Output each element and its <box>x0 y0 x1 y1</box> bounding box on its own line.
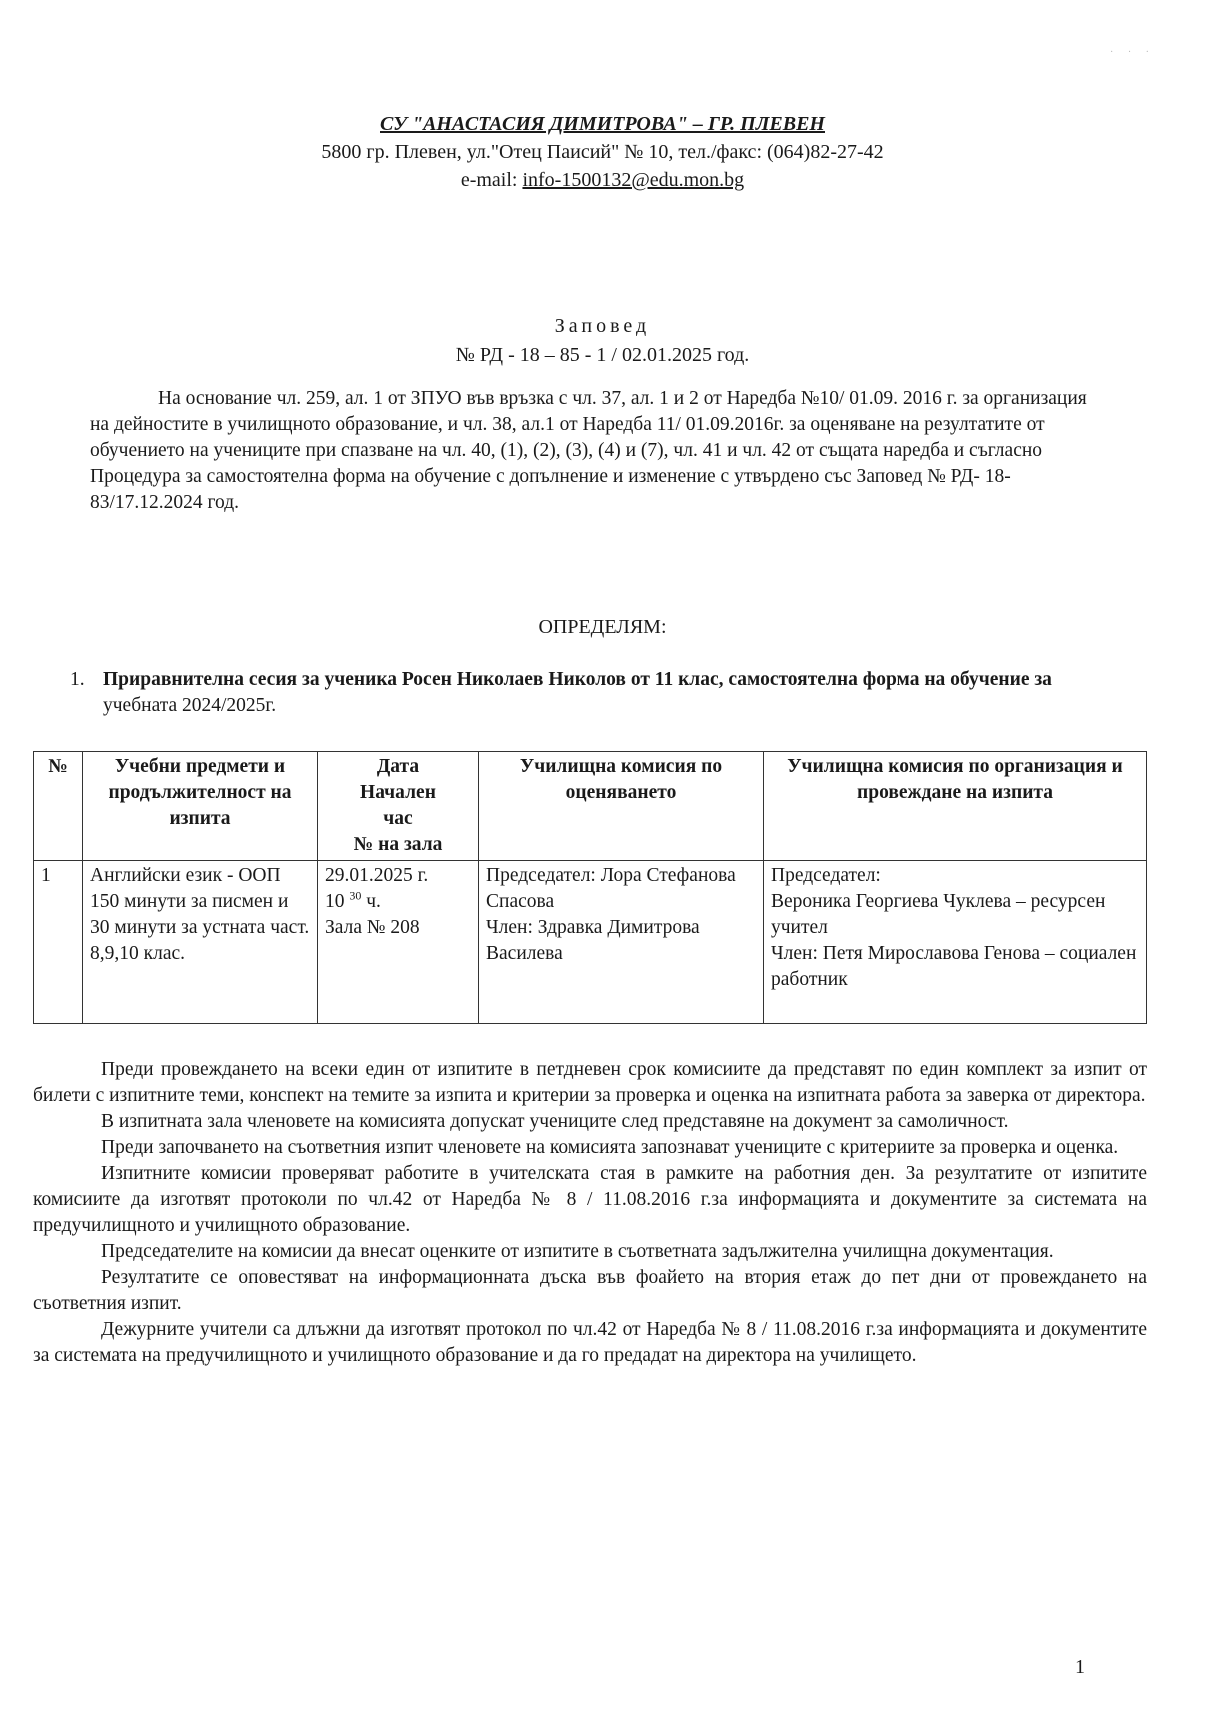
email-label: e-mail: <box>460 169 523 191</box>
exam-hour: 10 <box>325 891 345 912</box>
paragraph-4: Изпитните комисии проверяват работите в учителската стая в рамките на работния ден. За резултатите от изпитите комисиите да изготвят протоколи по чл.42 от Наредба № 8 / 11.08.2016 г.за информацията и документите за системата на предучилищното и училищното образование. <box>33 1163 1147 1236</box>
instructions-body <box>33 1057 1147 1369</box>
list-item-1 <box>70 667 1100 719</box>
header-no: № <box>34 752 83 861</box>
school-address: 5800 гр. Плевен, ул."Отец Паисий" № 10, тел./факс: (064)82-27-42 <box>321 141 884 163</box>
exam-minutes: 30 <box>349 888 362 903</box>
cell-org-committee <box>764 861 1147 1024</box>
exam-room: Зала № 208 <box>325 917 420 938</box>
eval-member: Член: Здравка Димитрова Василева <box>486 917 700 964</box>
decision-heading: ОПРЕДЕЛЯМ: <box>538 616 667 638</box>
list-item-text <box>103 667 1100 719</box>
school-name: СУ "АНАСТАСИЯ ДИМИТРОВА" – ГР. ПЛЕВЕН <box>380 113 825 135</box>
list-item-number: 1. <box>70 669 85 690</box>
paragraph-1: Преди провеждането на всеки един от изпитите в петдневен срок комисиите да представят по един комплект за изпит от билети с изпитните теми, конспект на темите за изпита и критерии за проверка и оценка на изпитната работа за заверка от директора. <box>33 1059 1147 1106</box>
header-org-committee: Училищна комисия по организация и провеждане на изпита <box>764 752 1147 861</box>
paragraph-3: Преди започването на съответния изпит членовете на комисията запознават учениците с критериите за проверка и оценка. <box>101 1137 1119 1158</box>
header-date-line2: Начален <box>360 782 436 803</box>
order-title: Заповед <box>554 315 651 337</box>
order-number: № РД - 18 – 85 - 1 / 02.01.2025 год. <box>455 344 750 366</box>
cell-subject <box>83 861 318 1024</box>
header-date <box>318 752 479 861</box>
exam-time <box>325 889 471 915</box>
exam-schedule-table <box>33 751 1147 1024</box>
exam-date: 29.01.2025 г. <box>325 865 429 886</box>
scan-speck: · · · <box>1110 47 1155 58</box>
cell-no: 1 <box>34 861 83 1024</box>
paragraph-5: Председателите на комисии да внесат оценките от изпитите в съответната задължителна училищна документация. <box>101 1241 1054 1262</box>
list-item-plain-text: учебната 2024/2025г. <box>103 695 277 716</box>
paragraph-2: В изпитната зала членовете на комисията допускат учениците след представяне на документ за самоличност. <box>101 1111 1009 1132</box>
subject-grades: 8,9,10 клас. <box>90 943 186 964</box>
org-chair-label: Председател: <box>771 865 881 886</box>
cell-date <box>318 861 479 1024</box>
header-date-line4: № на зала <box>353 834 443 855</box>
list-item-bold-text: Приравнителна сесия за ученика Росен Николаев Николов от 11 клас, самостоятелна форма на обучение за <box>103 669 1052 690</box>
cell-eval-committee <box>479 861 764 1024</box>
exam-time-unit: ч. <box>361 891 381 912</box>
header-eval-committee: Училищна комисия по оценяването <box>479 752 764 861</box>
org-member: Член: Петя Мирославова Генова – социален работник <box>771 943 1137 990</box>
eval-chair: Председател: Лора Стефанова Спасова <box>486 865 736 912</box>
subject-text: Английски език - ООП 150 минути за писмен и 30 минути за устната част. <box>90 865 310 938</box>
page-number: 1 <box>1075 1656 1085 1678</box>
email-link[interactable]: info-1500132@edu.mon.bg <box>522 169 745 191</box>
table-header-row <box>34 752 1147 861</box>
paragraph-6: Резултатите се оповестяват на информационната дъска във фоайето на втория етаж до пет дни от провеждането на съответния изпит. <box>33 1267 1147 1314</box>
table-row <box>34 861 1147 1024</box>
header-subject: Учебни предмети и продължителност на изпита <box>83 752 318 861</box>
letterhead <box>0 110 1205 194</box>
header-date-line1: Дата <box>376 756 420 777</box>
org-chair: Вероника Георгиева Чуклева – ресурсен учител <box>771 891 1106 938</box>
paragraph-7: Дежурните учители са длъжни да изготвят протокол по чл.42 от Наредба № 8 / 11.08.2016 г.за информацията и документите за системата на предучилищното и училищното образование и да го предадат на директора на училището. <box>33 1319 1147 1366</box>
legal-basis-paragraph: На основание чл. 259, ал. 1 от ЗПУО във връзка с чл. 37, ал. 1 и 2 от Наредба №10/ 01.09. 2016 г. за организация на дейностите в училищното образование, и чл. 38, ал.1 от Наредба 11/ 01.09.2016г. за оценяване на резултатите от обучението на учениците при спазване на чл. 40, (1), (2), (3), (4) и (7), чл. 41 и чл. 42 от същата наредба и съгласно Процедура за самостоятелна форма на обучение с допълнение и изменение с утвърдено със Заповед № РД- 18- 83/17.12.2024 год. <box>90 388 1087 513</box>
header-date-line3: час <box>383 808 413 829</box>
school-email-line <box>0 166 1205 194</box>
